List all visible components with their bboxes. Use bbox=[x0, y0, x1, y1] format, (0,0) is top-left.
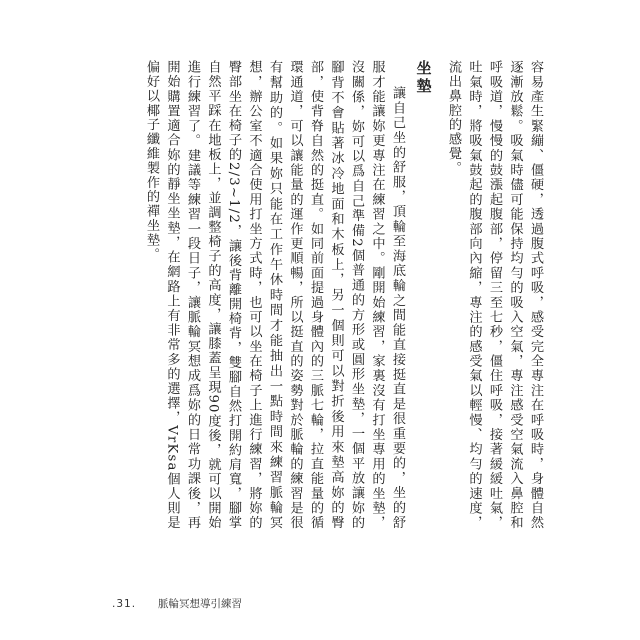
section-heading-cushion: 坐墊 bbox=[414, 60, 433, 96]
page-footer bbox=[112, 596, 242, 611]
running-title: 脈輪冥想導引練習 bbox=[158, 598, 243, 610]
page-number: .31. bbox=[112, 598, 137, 610]
paragraph-breathing: 容易產生緊繃、僵硬，透過腹式呼吸，感受完全專注在呼吸時，身體自然逐漸放鬆。吸氣時儘可能保持均勻的吸入空氣，專注感受空氣流入鼻腔和呼吸道，慢慢的鼓漲起腹部，停留三至七秒，僵住呼吸，接著緩緩吐氣，吐氣時，將吸氣鼓起的腹部向內縮，專注的感受氣以輕慢、均勻的速度，流出鼻腔的感覺。 bbox=[446, 60, 543, 530]
body-text bbox=[141, 60, 546, 530]
paragraph-cushion: 讓自己坐的舒服，頂輪至海底輪之間能直接挺直是很重要的，坐的舒服才能讓妳更專注在練習之中。剛開始練習，家裏沒有打坐專用的坐墊，沒關係，妳可以爲自己準備2個普通的方形或圓形坐墊，一個平放讓妳的腳背不會貼著冰冷地面和木板上，另一個則可以對折後用來墊高妳的臀部，使背脊自然的挺直。如同前面提過身體內的三脈七輪，拉直能量的循環通道，可以讓能量的運作更順暢，所以挺直的姿勢對於脈輪的練習是很有幫助的。如果妳只能在工作午休時間才能抽出一點時間來練習脈輪冥想，辦公室不適合使用打坐方式時，也可以坐在椅子上進行練習，將妳的臀部坐在椅子的2/3~1/2，讓後背離開椅背，雙腳自然打開約肩寬，腳掌自然平踩在地板上，並調整椅子的高度，讓膝蓋呈現90度後，就可以開始進行練習了。建議等練習一段日子，讓脈輪冥想成爲妳的日常功課後，再開始購置適合妳的靜坐坐墊，在網路上有非常多的選擇，VrKsa個人則是偏好以椰子纖維製作的禪坐墊。 bbox=[144, 60, 405, 530]
